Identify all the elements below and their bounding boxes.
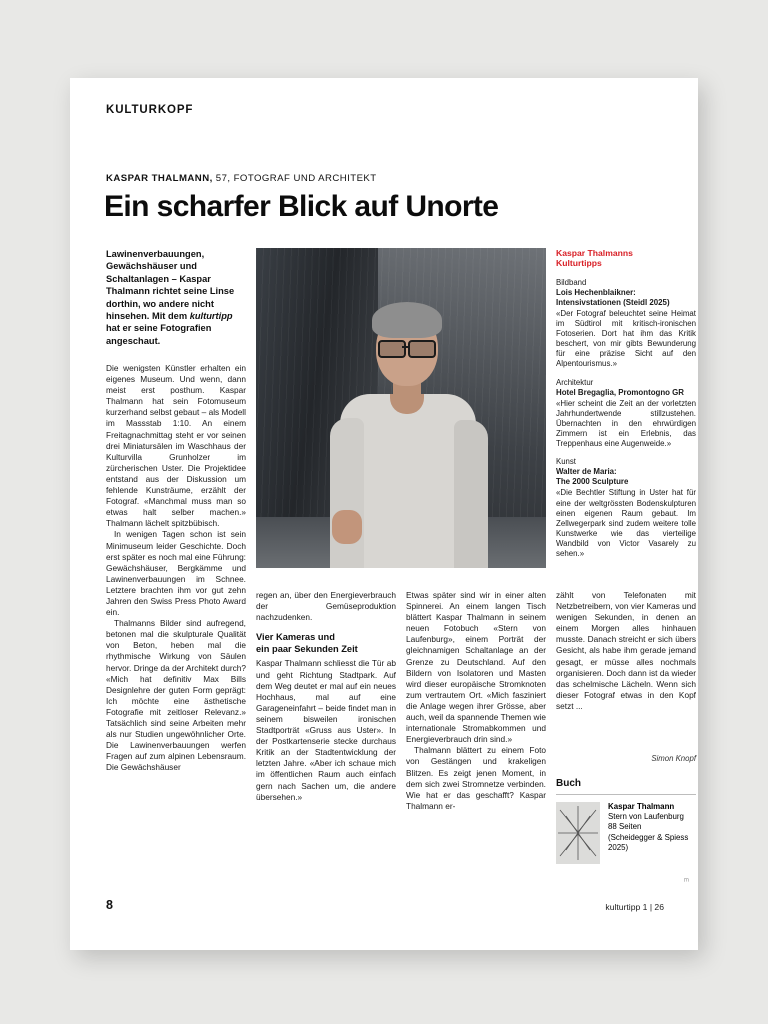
page-title: Ein scharfer Blick auf Unorte: [104, 190, 499, 223]
portrait-hand: [332, 510, 362, 544]
book-divider: [556, 794, 696, 795]
magazine-page: [70, 78, 698, 950]
sidebar-title: [556, 248, 696, 269]
article-photo: [256, 248, 546, 568]
sidebar-item-title-line-2: Intensivstationen (Steidl 2025): [556, 298, 670, 308]
book-metadata: [608, 802, 696, 853]
sidebar-item-title-line-1: Lois Hechenblaikner:: [556, 288, 636, 298]
portrait-arm-left: [330, 418, 364, 568]
body-column-3: [406, 590, 546, 812]
sidebar-item-text: «Die Bechtler Stiftung in Uster hat für eine der weltgrössten Bodenskulpturen einen eigenen Raum gebaut. Im Zellwegerpark sind zudem weitere tolle Kunstwerke wie das vierteilige Wandbild von Victor Vasarely zu sehen.»: [556, 488, 696, 559]
sidebar-title-line-2: Kulturtipps: [556, 258, 602, 269]
subheading: [256, 632, 396, 655]
author-credit: Simon Knopf: [651, 754, 696, 763]
lead-paragraph: [106, 248, 246, 347]
sidebar-item-title-line-2: The 2000 Sculpture: [556, 477, 629, 487]
portrait-glasses-left: [378, 340, 406, 358]
sidebar-item-category: Architektur: [556, 377, 594, 387]
paragraph: Etwas später sind wir in einer alten Spinnerei. An einem langen Tisch blättert Kaspar Thalmann in seinem neuen Fotobuch «Stern von Laufenburg», einem Porträt der gleichnamigen Schaltanlage an der Grenze zu Deutschland. Auf den Bildern von Isolatoren und Masten wird dieser europäische Stromknoten zum vertrautem Ort. «Mich fasziniert die Anlage wegen ihrer Grösse, aber auch, weil da spannende Themen wie internationale Stromabkommen und Energieverbrauch drin sind.»: [406, 590, 546, 745]
sidebar-item-title-line-1: Hotel Bregaglia, Promontogno GR: [556, 387, 685, 397]
body-column-1: [106, 363, 246, 773]
sidebar-item-category: Kunst: [556, 457, 576, 467]
sidebar-item: [556, 457, 696, 559]
sidebar-item: [556, 278, 696, 370]
sidebar-item: [556, 378, 696, 450]
book-pages: 88 Seiten: [608, 822, 642, 832]
book-publisher: (Scheidegger & Spiess 2025): [608, 832, 689, 852]
book-author: Kaspar Thalmann: [608, 802, 675, 811]
sidebar-item-text: «Der Fotograf beleuchtet seine Heimat im Südtirol mit kritisch-ironischen Fotoserien. Dort hat ihm das Kritik beschert, von mir gibts Bewunderung für eine präzise Sicht auf den Alpentourismus.»: [556, 309, 696, 369]
kicker-name: KASPAR THALMANN,: [106, 173, 213, 184]
sidebar-title-line-1: Kaspar Thalmanns: [556, 248, 633, 258]
article-kicker: [106, 173, 377, 184]
page-number: 8: [106, 898, 113, 912]
body-column-4: [556, 590, 696, 712]
sidebar-item-title-line-1: Walter de Maria:: [556, 467, 617, 477]
paragraph: In wenigen Tagen schon ist sein Minimuseum leider Geschichte. Doch erst später es noch mal eine Führung: Gewächshäuser, Bergkämme und Lawinenverbauungen im Schnee. Letztere brachten ihm vor gut zehn Jahren den Swiss Press Photo Award ein.: [106, 529, 246, 618]
portrait-glasses-right: [408, 340, 436, 358]
kicker-rest: 57, FOTOGRAF UND ARCHITEKT: [212, 173, 377, 184]
subheading-line-1: Vier Kameras und: [256, 632, 335, 643]
paragraph: Thalmanns Bilder sind aufregend, betonen mal die skulpturale Qualität von Beton, heben mal die rhythmische Wirkung von Säulen hervor. Dringe da der Architekt durch? «Mich hat definitiv Max Bills Designlehre der guten Form geprägt: Ich möchte eine ästhetische Fotografie mit zeitloser Relevanz.» Tatsächlich sind seine Arbeiten mehr als nur Studien ungewöhnlicher Orte. Die Lawinenverbauungen werfen Fragen auf zum alpinen Lebensraum. Die Gewächshäuser: [106, 618, 246, 773]
book-cover-image: [556, 802, 600, 864]
subheading-line-2: ein paar Sekunden Zeit: [256, 643, 358, 654]
sidebar-item-category: Bildband: [556, 277, 587, 287]
paragraph: Thalmann blättert zu einem Foto von Gestängen und krakeligen Blitzen. Es zeigt jenen Moment, in dem sich zwei Stromnetze verbinden. Wie hat er das geschafft? Kaspar Thalmann er-: [406, 745, 546, 811]
paragraph: Kaspar Thalmann schliesst die Tür ab und geht Richtung Stadtpark. Auf dem Weg deutet er mal auf ein neues Hochhaus, mal auf eine Garageneinfahrt – beide findet man in seinem bisweilen ironischen Stadtporträt «Gruss aus Uster». In der Postkartenserie stecke durchaus Kritik an der Stadtentwicklung der letzten Jahre. «Aber ich schaue mich im öffentlichen Raum auch einfach gern nach Sachen um, die andere übersehen.»: [256, 658, 396, 802]
side-code-label: E: [682, 878, 688, 883]
lead-text-part1: Lawinenverbauungen, Gewächshäuser und Schaltanlagen – Kaspar Thalmann richtet seine Linse dorthin, wo andere nicht hinsehen. Mit dem: [106, 249, 235, 322]
portrait-glasses-bridge: [402, 346, 410, 348]
paragraph: regen an, über den Energieverbrauch der Gemüseproduktion nachzudenken.: [256, 590, 396, 623]
sidebar-item-text: «Hier scheint die Zeit an der vorletzten Jahrhundertwende stillzustehen. Übernachten in den ehrwürdigen Zimmern ist ein Erlebnis, das Treppenhaus eine Augenweide.»: [556, 398, 696, 449]
lead-italic-brand: kulturtipp: [189, 311, 233, 322]
book-section-heading: Buch: [556, 778, 581, 789]
portrait-arm-right: [454, 420, 488, 568]
book-cover-artwork: [556, 802, 600, 864]
sidebar-kulturtipps: [556, 248, 696, 559]
section-label: KULTURKOPF: [106, 104, 194, 116]
paragraph: Die wenigsten Künstler erhalten ein eigenes Museum. Und wenn, dann meist erst posthum. Kaspar Thalmann hat sein Fotomuseum kurzerhand selbst gebaut – als Modell im Massstab 1:10. An einem Freitagnachmittag steht er vor seinen drei Miniatursälen im Waschhaus der Kulturvilla Grunholzer im zürcherischen Uster. Die Projektidee entstand aus der Diskussion um fehlende Kunsträume, erzählt der Fotograf. «Manchmal muss man so etwas halt selber machen.» Thalmann lächelt spitzbübisch.: [106, 363, 246, 529]
page-content: [70, 78, 698, 950]
paragraph: zählt von Telefonaten mit Netzbetreibern, von vier Kameras und wenigen Sekunden, in denen an einem Morgen alles hinhauen musste. Danach streicht er sich übers Gesicht, als habe ihm gerade jemand gesagt, er müsse alles nochmals organisieren. Doch dann ist da wieder das schelmische Lächeln. Wenn sich dieser Fotograf etwas in den Kopf setzt ...: [556, 590, 696, 711]
issue-label: kulturtipp 1 | 26: [605, 902, 664, 912]
lead-text-part2: hat er seine Fotografien angeschaut.: [106, 323, 212, 346]
book-title: Stern von Laufenburg: [608, 812, 684, 822]
body-column-2: [256, 590, 396, 803]
portrait-hair: [372, 302, 442, 338]
